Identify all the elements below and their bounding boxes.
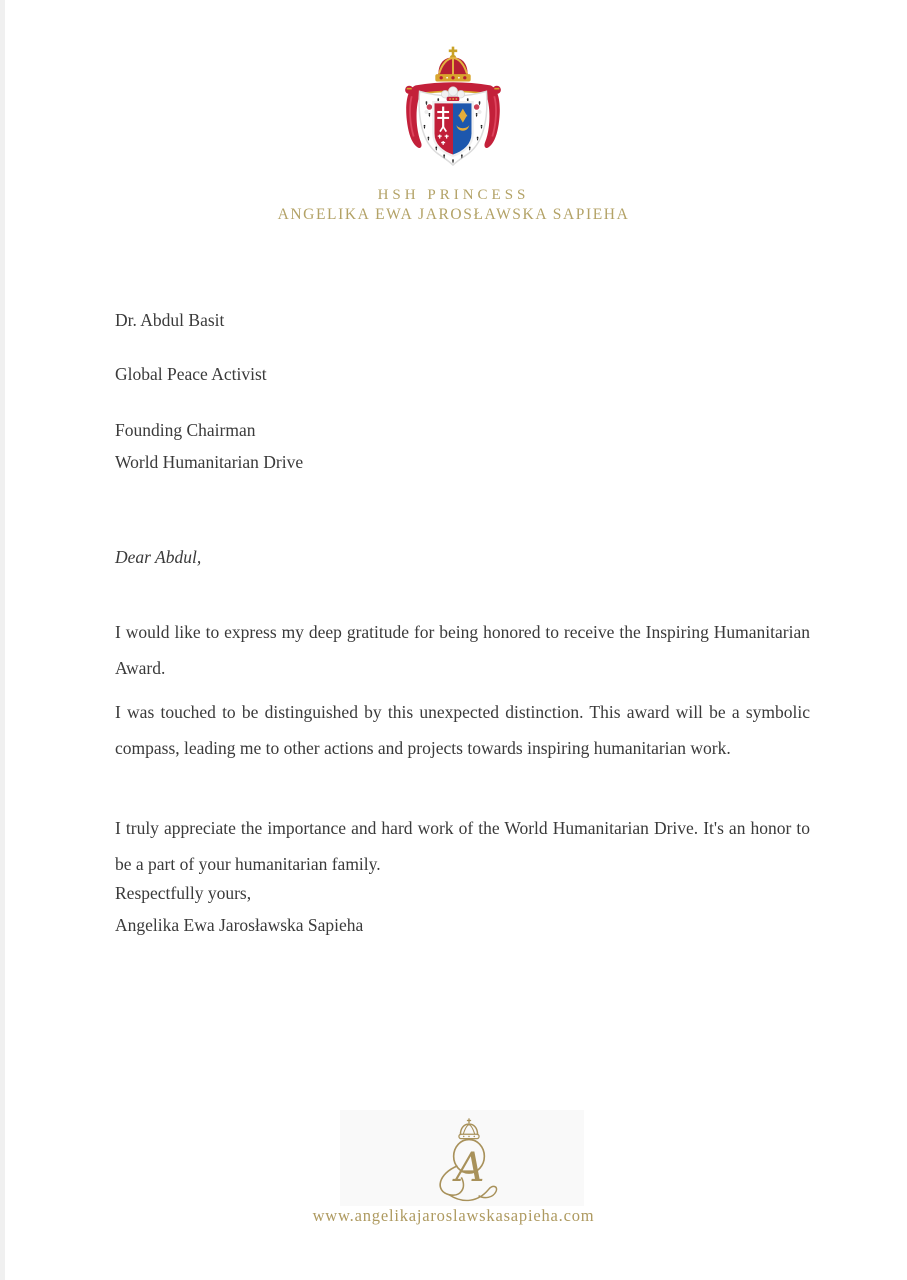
closing-block bbox=[115, 877, 810, 941]
recipient-position: Founding Chairman bbox=[115, 420, 256, 440]
paragraph-3: I truly appreciate the importance and hard work of the World Humanitarian Drive. It's an honor to be a part of your humanitarian family. bbox=[115, 817, 810, 874]
salutation: Dear Abdul, bbox=[115, 547, 202, 567]
closing-line: Respectfully yours, bbox=[115, 883, 252, 903]
footer-website-link[interactable]: www.angelikajaroslawskasapieha.com bbox=[312, 1206, 595, 1225]
monogram-a-icon bbox=[421, 1116, 517, 1210]
header-title-line1: HSH PRINCESS bbox=[377, 187, 530, 203]
coat-of-arms-icon bbox=[394, 45, 512, 175]
recipient-role: Global Peace Activist bbox=[115, 364, 267, 384]
recipient-org-block bbox=[115, 414, 810, 478]
recipient-name: Dr. Abdul Basit bbox=[115, 310, 225, 330]
paragraph-2: I was touched to be distinguished by this unexpected distinction. This award will be a symbolic compass, leading me to other actions and projects towards inspiring humanitarian work. bbox=[115, 701, 810, 758]
signature-name: Angelika Ewa Jarosławska Sapieha bbox=[115, 915, 364, 935]
monogram-letter: A bbox=[455, 1145, 485, 1192]
header-title-line2: ANGELIKA EWA JAROSŁAWSKA SAPIEHA bbox=[277, 206, 630, 223]
recipient-organization: World Humanitarian Drive bbox=[115, 452, 304, 472]
paragraph-1: I would like to express my deep gratitude for being honored to receive the Inspiring Humanitarian Award. bbox=[115, 621, 810, 678]
